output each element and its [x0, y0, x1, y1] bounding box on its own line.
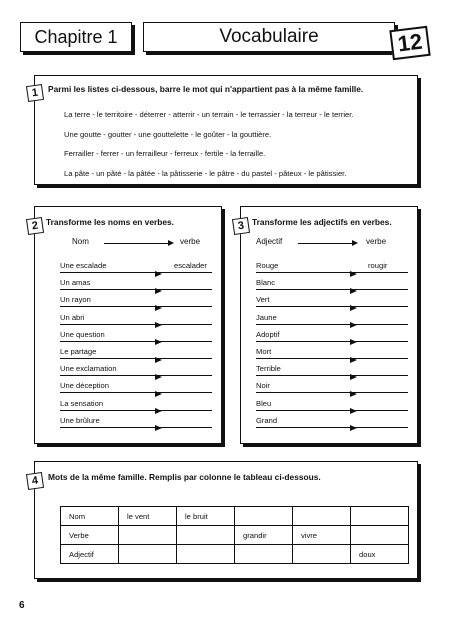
arrow-icon: [155, 425, 162, 431]
row-word: Un amas: [60, 278, 91, 288]
exercise-2-col-verbe: verbe: [180, 237, 201, 246]
answer-row: [256, 308, 408, 325]
exercise-2-instruction: Transforme les noms en verbes.: [46, 217, 175, 227]
row-word: Une exclamation: [60, 364, 117, 374]
answer-row: [60, 411, 212, 428]
word-list: La pâte - un pâté - la pâtée - la pâtisserie - le pâtre - du pastel - pâteux - le pâtissier.: [64, 168, 347, 178]
answer-line[interactable]: [256, 427, 408, 428]
table-cell[interactable]: [351, 526, 409, 545]
word-list: Une goutte - goutter - une gouttelette - le goûter - la gouttière.: [64, 129, 272, 139]
table-cell[interactable]: le bruit: [177, 507, 235, 526]
table-cell[interactable]: [235, 507, 293, 526]
exercise-2-col-nom: Nom: [72, 237, 89, 246]
row-word: Grand: [256, 415, 278, 425]
arrow-icon: [350, 425, 357, 431]
answer-row: [256, 342, 408, 359]
page-badge: 12: [389, 26, 430, 60]
answer-row: [256, 359, 408, 376]
table-cell[interactable]: [177, 526, 235, 545]
page-number: 6: [19, 600, 25, 611]
table-cell[interactable]: [119, 526, 177, 545]
row-word: Bleu: [256, 398, 272, 408]
table-row: [61, 507, 409, 526]
row-word: Jaune: [256, 312, 277, 322]
table-cell[interactable]: vivre: [293, 526, 351, 545]
table-cell[interactable]: [293, 507, 351, 526]
table-row: [61, 545, 409, 564]
row-word: Mort: [256, 347, 272, 356]
table-cell[interactable]: le vent: [119, 507, 177, 526]
answer-row: [60, 394, 212, 411]
table-cell[interactable]: grandir: [235, 526, 293, 545]
table-row-header: Adjectif: [61, 545, 119, 564]
exercise-4-number: 4: [26, 472, 44, 490]
exercise-3-col-verbe: verbe: [366, 237, 387, 246]
exercise-3-header-arrow: [298, 243, 356, 244]
table-cell[interactable]: [235, 545, 293, 564]
page-title: Vocabulaire: [143, 22, 395, 52]
row-word: Rouge: [256, 261, 279, 270]
row-word: Le partage: [60, 347, 97, 356]
answer-row: [256, 411, 408, 428]
table-cell[interactable]: [177, 545, 235, 564]
row-word: Vert: [256, 295, 270, 305]
answer-line[interactable]: [60, 427, 212, 428]
row-word: Une question: [60, 329, 105, 339]
word-list: Ferrailler - ferrer - un ferrailleur - ferreux - fertile - la ferraille.: [64, 149, 266, 158]
exercise-3-col-adjectif: Adjectif: [256, 237, 283, 246]
row-word: Une déception: [60, 381, 109, 391]
table-row: [61, 526, 409, 545]
table-cell[interactable]: doux: [351, 545, 409, 564]
row-word: Terrible: [256, 364, 281, 374]
row-word: Un rayon: [60, 295, 91, 305]
table-cell[interactable]: [351, 507, 409, 526]
exercise-1-word-lists: [64, 105, 353, 183]
word-family-table: [60, 506, 409, 564]
answer-row: [256, 394, 408, 411]
table-cell[interactable]: [119, 545, 177, 564]
row-word: Noir: [256, 381, 270, 391]
answer-row: [60, 256, 212, 273]
exercise-2-number: 2: [26, 217, 44, 235]
answer-row: [60, 308, 212, 325]
row-word: Adoptif: [256, 329, 280, 339]
exercise-4-instruction: Mots de la même famille. Remplis par colonne le tableau ci-dessous.: [48, 472, 321, 482]
exercise-3-number: 3: [232, 217, 250, 235]
exercise-2-header-arrow: [104, 243, 172, 244]
answer-row: [60, 376, 212, 393]
word-list: La terre - le territoire - déterrer - atterrir - un terrain - le terrassier - la terreur - le terrier.: [64, 110, 354, 119]
exercise-1-number: 1: [26, 84, 44, 102]
table-row-header: Nom: [61, 507, 119, 526]
answer-row: [256, 256, 408, 273]
row-word: Blanc: [256, 278, 275, 288]
answer-row: [60, 342, 212, 359]
table-row-header: Verbe: [61, 526, 119, 545]
exercise-1-instruction: Parmi les listes ci-dessous, barre le mot qui n'appartient pas à la même famille.: [48, 84, 364, 94]
row-word: Une escalade: [60, 261, 107, 270]
chapter-label: Chapitre 1: [20, 22, 132, 52]
row-word: Une brûlure: [60, 415, 100, 425]
row-answer: rougir: [368, 261, 388, 270]
answer-row: [60, 290, 212, 307]
answer-row: [256, 325, 408, 342]
answer-row: [60, 325, 212, 342]
row-word: Un abri: [60, 312, 85, 322]
answer-row: [256, 376, 408, 393]
answer-row: [256, 290, 408, 307]
answer-row: [60, 359, 212, 376]
answer-row: [256, 273, 408, 290]
answer-row: [60, 273, 212, 290]
row-answer: escalader: [174, 261, 207, 270]
table-cell[interactable]: [293, 545, 351, 564]
exercise-3-instruction: Transforme les adjectifs en verbes.: [252, 217, 392, 227]
row-word: La sensation: [60, 398, 104, 408]
